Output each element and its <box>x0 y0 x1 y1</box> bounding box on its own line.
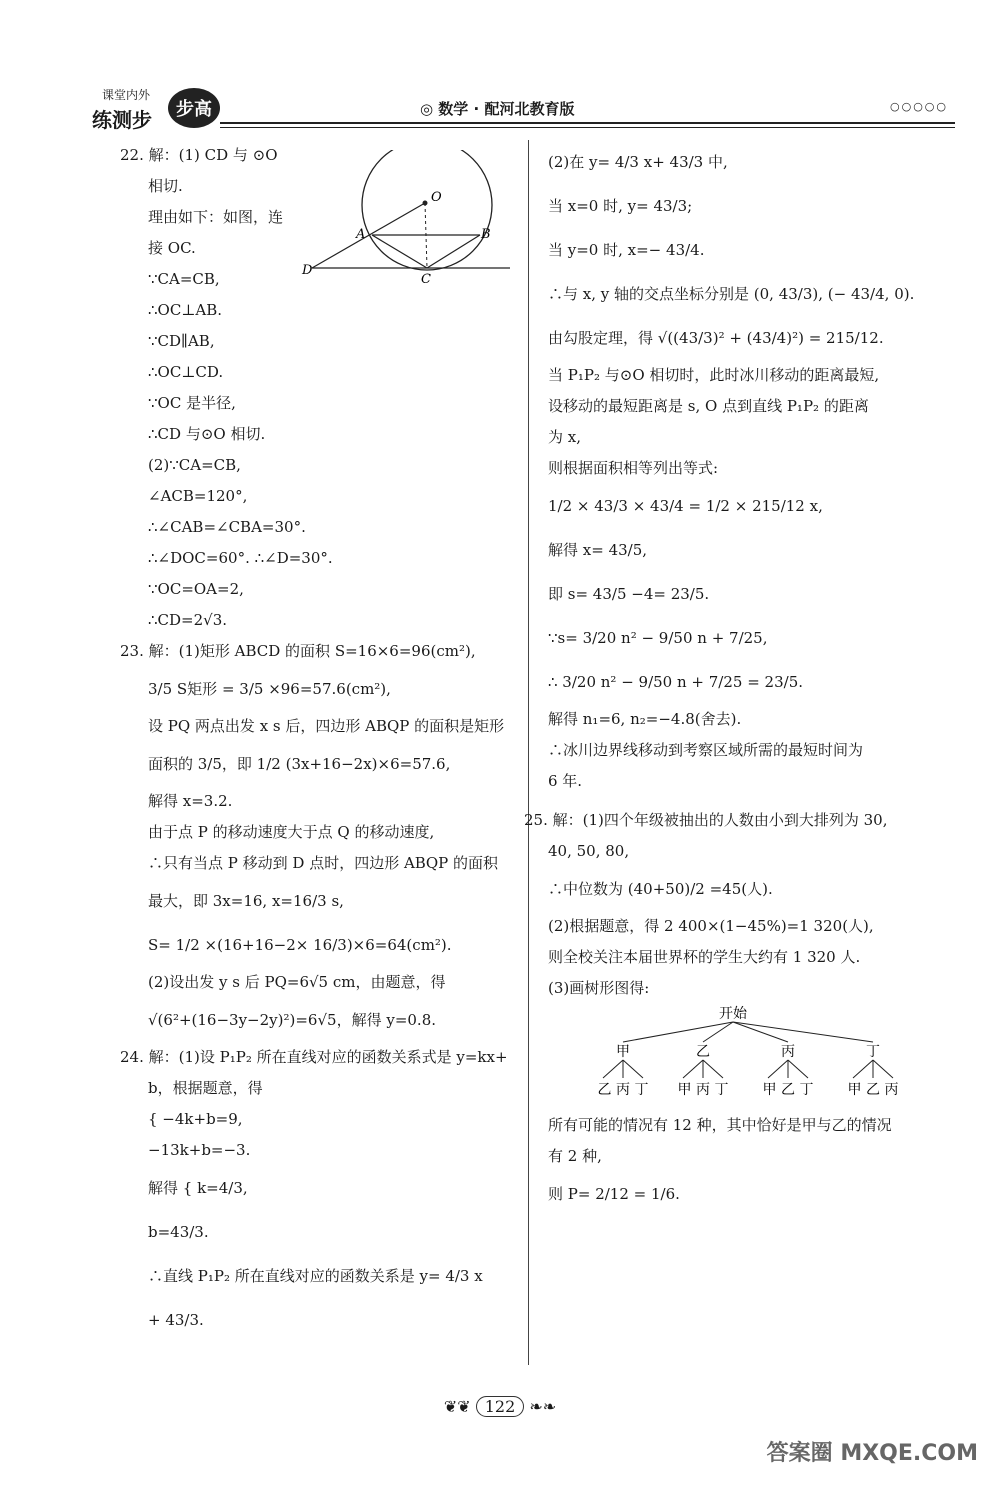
q22-line: ∴CD=2√3. <box>148 611 228 629</box>
brand-small-text: 课堂内外 <box>102 88 151 102</box>
brand-badge: 步高 <box>168 88 220 128</box>
tree-diagram <box>548 1004 938 1099</box>
q24b-line: 由勾股定理，得 √((43/3)² + (43/4)²) = 215/12. <box>548 329 884 347</box>
q24-line: b=43/3. <box>148 1223 209 1241</box>
q22-line: (2)∵CA=CB, <box>148 456 241 474</box>
q24-line: 解得 { k=4/3, <box>148 1179 248 1197</box>
label-d: D <box>302 263 313 278</box>
q22-line: ∴CD 与⊙O 相切. <box>148 425 266 443</box>
tree-edge <box>733 1022 788 1042</box>
q25b-line: 有 2 种, <box>548 1147 602 1165</box>
page-title: ◎ 数学 · 配河北教育版 <box>420 100 575 118</box>
q23-line: S= 1/2 ×(16+16−2× 16/3)×6=64(cm²). <box>148 936 452 954</box>
q25-line: 25. 解：(1)四个年级被抽出的人数由小到大排列为 30, <box>524 811 888 829</box>
q22-line: 22. 解：(1) CD 与 ⊙O <box>120 146 278 164</box>
q22-line: 相切. <box>148 177 183 195</box>
q23-line: 面积的 3/5，即 1/2 (3x+16−2x)×6=57.6, <box>148 755 451 773</box>
q25b-line: 则 P= 2/12 = 1/6. <box>548 1185 680 1203</box>
q24b-line: (2)在 y= 4/3 x+ 43/3 中, <box>548 153 728 171</box>
q23-line: 23. 解：(1)矩形 ABCD 的面积 S=16×6=96(cm²), <box>120 642 476 660</box>
segment-ac <box>372 235 427 268</box>
q24b-line: 解得 x= 43/5, <box>548 541 648 559</box>
header-rule <box>220 122 955 124</box>
tree-leaves-4: 甲 乙 丙 <box>847 1082 899 1098</box>
q22-line: 接 OC. <box>148 239 196 257</box>
q24-line: 24. 解：(1)设 P₁P₂ 所在直线对应的函数关系式是 y=kx+ <box>120 1048 508 1066</box>
q24-line: { −4k+b=9, <box>148 1110 243 1128</box>
question-25-conclusion <box>548 1110 938 1216</box>
q23-line: 最大，即 3x=16, x=16/3 s, <box>148 892 344 910</box>
question-24 <box>120 1042 520 1342</box>
q22-line: ∵OC 是半径, <box>148 394 236 412</box>
page-footer <box>0 1396 1000 1417</box>
q24b-line: 1/2 × 43/3 × 43/4 = 1/2 × 215/12 x, <box>548 497 823 515</box>
q22-line: ∴OC⊥AB. <box>148 301 223 319</box>
label-a: A <box>356 227 366 242</box>
question-23 <box>120 636 520 1042</box>
center-point <box>423 201 428 206</box>
q22-line: ∵CD∥AB, <box>148 332 215 350</box>
ornament-left: ❦❦ <box>443 1397 476 1416</box>
q24b-line: 6 年. <box>548 772 583 790</box>
q24b-line: 设移动的最短距离是 s, O 点到直线 P₁P₂ 的距离 <box>548 397 869 415</box>
tree-leaves-3: 甲 乙 丁 <box>762 1082 814 1098</box>
left-column <box>120 140 520 1342</box>
q24b-line: 当 y=0 时, x=− 43/4. <box>548 241 705 259</box>
tree-edge <box>733 1022 873 1042</box>
header-dots: ○○○○○ <box>890 100 948 113</box>
q23-line: 3/5 S矩形 = 3/5 ×96=57.6(cm²), <box>148 680 391 698</box>
q25-line: (2)根据题意，得 2 400×(1−45%)=1 320(人), <box>548 917 874 935</box>
q22-line: ∵CA=CB, <box>148 270 220 288</box>
q24b-line: 则根据面积相等列出等式: <box>548 459 719 477</box>
right-column <box>524 140 938 1216</box>
q23-line: 解得 x=3.2. <box>148 792 233 810</box>
q25b-line: 所有可能的情况有 12 种，其中恰好是甲与乙的情况 <box>548 1116 892 1134</box>
q22-line: ∵OC=OA=2, <box>148 580 244 598</box>
q24b-line: ∴ 3/20 n² − 9/50 n + 7/25 = 23/5. <box>548 673 803 691</box>
q24-line: + 43/3. <box>148 1311 204 1329</box>
q24b-line: 为 x, <box>548 428 581 446</box>
tree-node-2: 乙 <box>696 1044 710 1060</box>
tree-edge <box>623 1022 733 1042</box>
tree-root: 开始 <box>719 1006 747 1022</box>
label-c: C <box>421 272 431 285</box>
label-o: O <box>431 190 442 205</box>
q25-line: ∴中位数为 (40+50)/2 =45(人). <box>548 880 773 898</box>
q24b-line: ∵s= 3/20 n² − 9/50 n + 7/25, <box>548 629 768 647</box>
q24-line: b，根据题意，得 <box>148 1079 263 1097</box>
q24b-line: 当 P₁P₂ 与⊙O 相切时，此时冰川移动的距离最短, <box>548 366 880 384</box>
q22-line: 理由如下：如图，连 <box>148 208 284 226</box>
q24b-line: ∴冰川边界线移动到考察区域所需的最短时间为 <box>548 741 864 759</box>
q24-line: ∴直线 P₁P₂ 所在直线对应的函数关系是 y= 4/3 x <box>148 1267 483 1285</box>
q24b-line: 解得 n₁=6, n₂=−4.8(舍去). <box>548 710 742 728</box>
question-24-part2 <box>548 140 938 797</box>
q24-line: −13k+b=−3. <box>148 1141 251 1159</box>
q24b-line: ∴与 x, y 轴的交点坐标分别是 (0, 43/3), (− 43/4, 0). <box>548 285 915 303</box>
q22-line: ∴OC⊥CD. <box>148 363 224 381</box>
page-number: 122 <box>476 1396 525 1417</box>
ornament-right: ❧❧ <box>524 1397 557 1416</box>
q23-line: √(6²+(16−3y−2y)²)=6√5，解得 y=0.8. <box>148 1011 437 1029</box>
tree-node-1: 甲 <box>616 1044 630 1060</box>
q22-line: ∴∠CAB=∠CBA=30°. <box>148 518 306 536</box>
tree-node-4: 丁 <box>866 1044 880 1060</box>
question-25 <box>524 805 938 1004</box>
q23-line: ∴只有当点 P 移动到 D 点时，四边形 ABQP 的面积 <box>148 854 498 872</box>
q25-line: 则全校关注本届世界杯的学生大约有 1 320 人. <box>548 948 861 966</box>
q22-line: ∠ACB=120°, <box>148 487 248 505</box>
q22-line: ∴∠DOC=60°. ∴∠D=30°. <box>148 549 333 567</box>
header-rule-thin <box>220 127 955 128</box>
tree-leaves-2: 甲 丙 丁 <box>677 1082 729 1098</box>
brand-logo <box>88 82 238 142</box>
circle-tangent-figure <box>300 150 515 285</box>
label-b: B <box>481 227 491 242</box>
tree-node-3: 丙 <box>781 1044 795 1060</box>
brand-big-text: 练测步 <box>92 108 152 132</box>
column-divider <box>528 140 529 1365</box>
q24b-line: 即 s= 43/5 −4= 23/5. <box>548 585 710 603</box>
q24b-line: 当 x=0 时, y= 43/3; <box>548 197 693 215</box>
q23-line: (2)设出发 y s 后 PQ=6√5 cm，由题意，得 <box>148 973 446 991</box>
q23-line: 由于点 P 的移动速度大于点 Q 的移动速度, <box>148 823 435 841</box>
watermark: 答案圈 MXQE.COM <box>766 1441 978 1466</box>
q25-line: (3)画树形图得: <box>548 979 650 997</box>
q23-line: 设 PQ 两点出发 x s 后，四边形 ABQP 的面积是矩形 <box>148 717 505 735</box>
tree-leaves-1: 乙 丙 丁 <box>597 1082 649 1098</box>
q25-line: 40, 50, 80, <box>548 842 630 860</box>
